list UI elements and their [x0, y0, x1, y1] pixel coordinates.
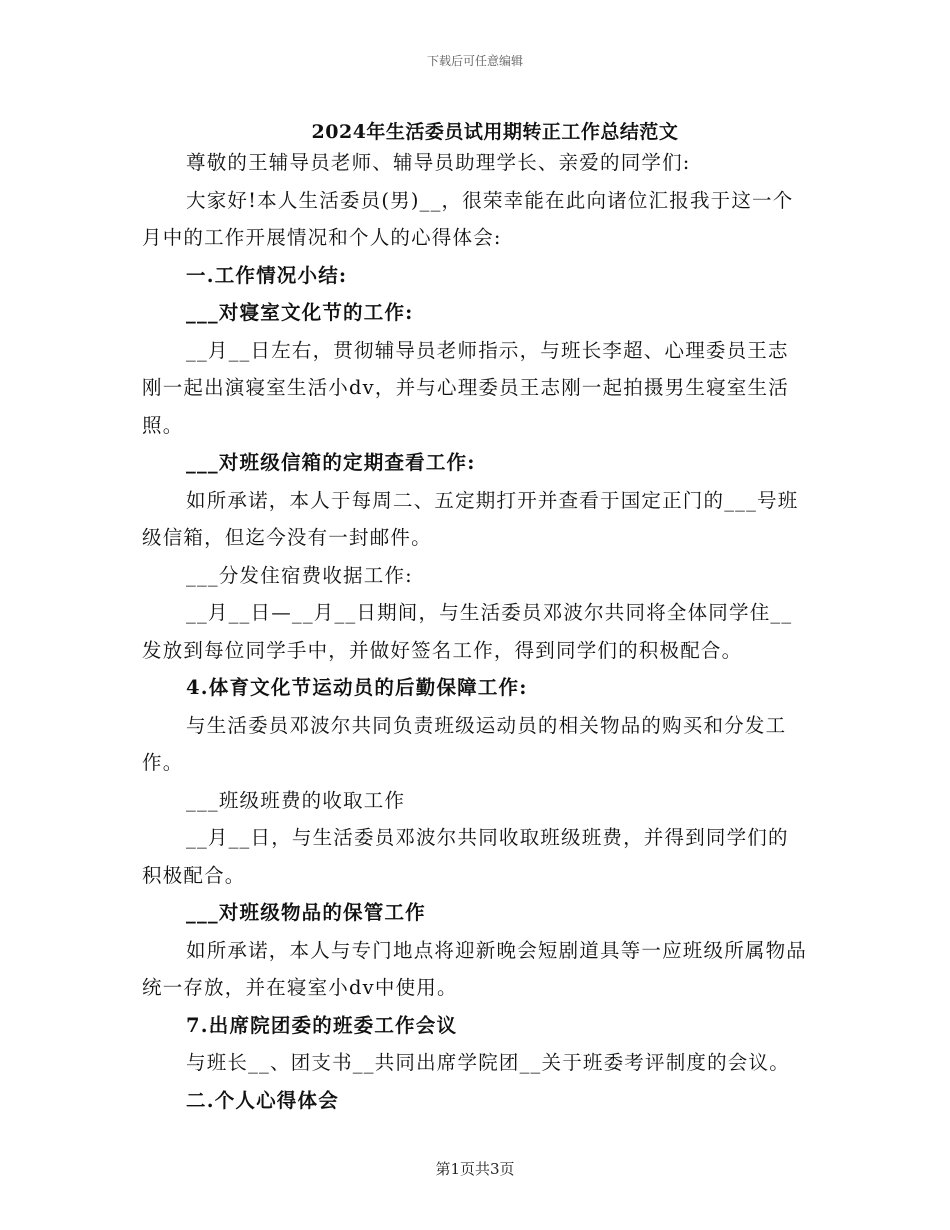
page-number: 第1页共3页 [435, 1160, 515, 1178]
paragraph: 与班长__、团支书__共同出席学院团__关于班委考评制度的会议。 [186, 1051, 790, 1074]
subsection-heading: ___分发住宿费收据工作: [186, 563, 413, 587]
paragraph: __月__日，与生活委员邓波尔共同收取班级班费，并得到同学们的积极配合。 [142, 826, 789, 887]
subsection-heading: ___班级班费的收取工作 [186, 788, 406, 812]
section-heading: 一.工作情况小结: [186, 263, 348, 287]
paragraph: __月__日左右，贯彻辅导员老师指示，与班长李超、心理委员王志刚一起出演寝室生活小dv，并与心理委员王志刚一起拍摄男生寝室生活照。 [142, 338, 789, 437]
subsection-heading: 4.体育文化节运动员的后勤保障工作: [186, 676, 528, 699]
document-title: 2024年生活委员试用期转正工作总结范文 [311, 121, 679, 143]
paragraph: 与生活委员邓波尔共同负责班级运动员的相关物品的购买和分发工作。 [142, 713, 787, 774]
section-heading: 二.个人心得体会 [186, 1088, 339, 1112]
paragraph: 尊敬的王辅导员老师、辅导员助理学长、亲爱的同学们: [186, 151, 691, 174]
subsection-heading: 7.出席院团委的班委工作会议 [186, 1013, 458, 1037]
paragraph: 如所承诺，本人于每周二、五定期打开并查看于国定正门的___号班级信箱，但迄今没有一封邮件。 [142, 488, 799, 549]
page-header-note: 下载后可任意编辑 [426, 54, 523, 68]
subsection-heading: ___对寝室文化节的工作: [186, 301, 414, 324]
document-body [142, 144, 808, 1119]
paragraph: 如所承诺，本人与专门地点将迎新晚会短剧道具等一应班级所属物品统一存放，并在寝室小dv中使用。 [142, 938, 808, 999]
paragraph: __月__日—__月__日期间，与生活委员邓波尔共同将全体同学住__发放到每位同学手中，并做好签名工作，得到同学们的积极配合。 [142, 601, 793, 662]
subsection-heading: ___对班级物品的保管工作 [186, 901, 426, 924]
subsection-heading: ___对班级信箱的定期查看工作: [186, 451, 476, 474]
paragraph: 大家好!本人生活委员(男)__，很荣幸能在此向诸位汇报我于这一个月中的工作开展情况和个人的心得体会: [142, 188, 794, 249]
